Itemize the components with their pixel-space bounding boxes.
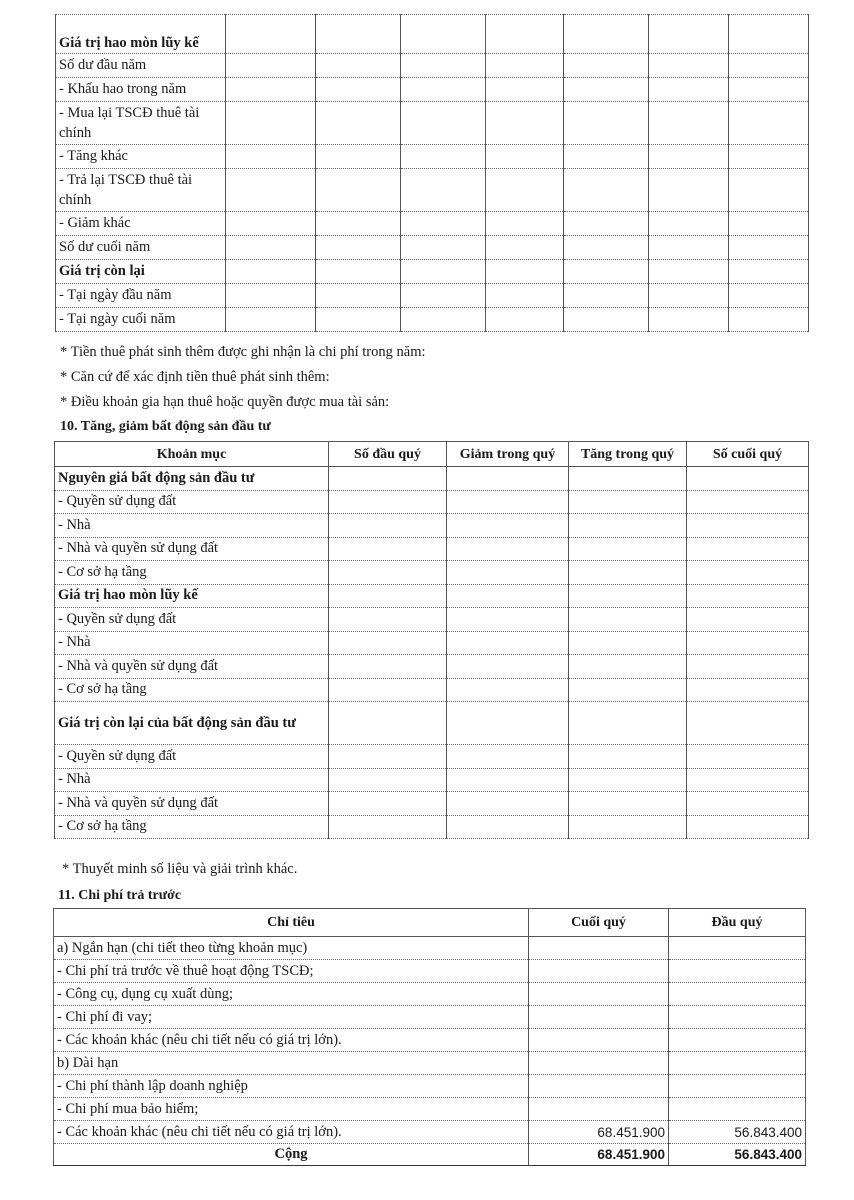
row-label: - Nhà và quyền sử dụng đất <box>55 655 329 679</box>
row-label: - Cơ sở hạ tầng <box>55 678 329 702</box>
table-row <box>54 1029 806 1052</box>
table-row <box>55 815 809 839</box>
table-row <box>54 1098 806 1121</box>
row-label: - Tăng khác <box>56 145 226 169</box>
note-explanation: * Thuyết minh số liệu và giải trình khác. <box>62 861 298 877</box>
row-label: - Mua lại TSCĐ thuê tài chính <box>56 102 226 145</box>
row-label: - Nhà <box>55 514 329 538</box>
row-label: - Công cụ, dụng cụ xuất dùng; <box>54 983 529 1006</box>
section-10-title: 10. Tăng, giảm bất động sản đầu tư <box>60 419 271 434</box>
note-additional-rent: * Tiền thuê phát sinh thêm được ghi nhận là chi phí trong năm: <box>60 344 426 360</box>
row-label: - Khấu hao trong năm <box>56 78 226 102</box>
row-label: - Cơ sở hạ tầng <box>55 815 329 839</box>
row-label: a) Ngắn hạn (chi tiết theo từng khoản mục) <box>54 937 529 960</box>
row-label: - Nhà <box>55 631 329 655</box>
table-row <box>55 490 809 514</box>
table-row <box>54 1121 806 1144</box>
table-row <box>55 768 809 792</box>
table-row <box>56 145 809 169</box>
row-label: Nguyên giá bất động sản đầu tư <box>55 467 329 491</box>
row-label: Giá trị còn lại của bất động sản đầu tư <box>55 702 329 745</box>
table-row <box>56 78 809 102</box>
row-label: - Chi phí trả trước về thuê hoạt động TSCĐ; <box>54 960 529 983</box>
table-row <box>55 655 809 679</box>
col-header-closing: Số cuối quý <box>687 442 809 467</box>
row-label: - Các khoản khác (nêu chi tiết nếu có giá trị lớn). <box>54 1121 529 1144</box>
table-row <box>56 54 809 78</box>
table-row <box>56 284 809 308</box>
table-row <box>55 584 809 608</box>
table-row <box>54 960 806 983</box>
col-header-opening: Số đầu quý <box>329 442 447 467</box>
table-row <box>56 236 809 260</box>
row-label: Giá trị hao mòn lũy kế <box>56 15 226 54</box>
table-row <box>56 260 809 284</box>
row-label: - Nhà <box>55 768 329 792</box>
section-11-title: 11. Chi phí trả trước <box>58 888 182 903</box>
note-rent-basis: * Căn cứ để xác định tiền thuê phát sinh thêm: <box>60 369 330 385</box>
table-row <box>55 702 809 745</box>
table-row <box>55 745 809 769</box>
row-label: - Chi phí đi vay; <box>54 1006 529 1029</box>
table-row <box>55 608 809 632</box>
table-row <box>54 983 806 1006</box>
investment-property-table <box>54 441 809 839</box>
col-header-end-quarter: Cuối quý <box>529 909 669 937</box>
table-row <box>54 1052 806 1075</box>
table-row <box>54 1006 806 1029</box>
row-label: - Quyền sử dụng đất <box>55 490 329 514</box>
row-label: - Tại ngày cuối năm <box>56 308 226 332</box>
row-label: - Các khoản khác (nêu chi tiết nếu có giá trị lớn). <box>54 1029 529 1052</box>
table-row <box>56 212 809 236</box>
row-label: Giá trị còn lại <box>56 260 226 284</box>
value-end-quarter: 68.451.900 <box>529 1121 669 1144</box>
total-end-quarter: 68.451.900 <box>529 1144 669 1166</box>
col-header-decrease: Giảm trong quý <box>447 442 569 467</box>
table-row <box>55 537 809 561</box>
prepaid-expenses-table <box>53 908 806 1166</box>
table-row <box>54 1075 806 1098</box>
table-row <box>55 467 809 491</box>
table-row <box>55 514 809 538</box>
col-header-start-quarter: Đầu quý <box>669 909 806 937</box>
table-row <box>55 678 809 702</box>
table-row <box>54 937 806 960</box>
table-row <box>55 631 809 655</box>
row-label: Giá trị hao mòn lũy kế <box>55 584 329 608</box>
value-start-quarter: 56.843.400 <box>669 1121 806 1144</box>
table-row <box>56 15 809 54</box>
table-header-row <box>54 909 806 937</box>
row-label: - Chi phí thành lập doanh nghiệp <box>54 1075 529 1098</box>
table-row <box>55 792 809 816</box>
col-header-increase: Tăng trong quý <box>569 442 687 467</box>
row-label: - Quyền sử dụng đất <box>55 608 329 632</box>
col-header-indicator: Chỉ tiêu <box>54 909 529 937</box>
row-label: b) Dài hạn <box>54 1052 529 1075</box>
row-label: - Chi phí mua bảo hiểm; <box>54 1098 529 1121</box>
col-header-item: Khoản mục <box>55 442 329 467</box>
total-start-quarter: 56.843.400 <box>669 1144 806 1166</box>
row-label: - Nhà và quyền sử dụng đất <box>55 792 329 816</box>
table-row <box>55 561 809 585</box>
table-row <box>56 102 809 145</box>
row-label: Số dư cuối năm <box>56 236 226 260</box>
table-row <box>56 308 809 332</box>
total-label: Cộng <box>54 1144 529 1166</box>
table-row <box>56 169 809 212</box>
row-label: - Nhà và quyền sử dụng đất <box>55 537 329 561</box>
leased-assets-table <box>55 14 809 332</box>
row-label: - Trả lại TSCĐ thuê tài chính <box>56 169 226 212</box>
note-lease-terms: * Điều khoản gia hạn thuê hoặc quyền được mua tài sản: <box>60 394 390 410</box>
row-label: - Quyền sử dụng đất <box>55 745 329 769</box>
table-header-row <box>55 442 809 467</box>
row-label: - Tại ngày đầu năm <box>56 284 226 308</box>
row-label: - Cơ sở hạ tầng <box>55 561 329 585</box>
row-label: Số dư đầu năm <box>56 54 226 78</box>
row-label: - Giảm khác <box>56 212 226 236</box>
table-total-row <box>54 1144 806 1166</box>
